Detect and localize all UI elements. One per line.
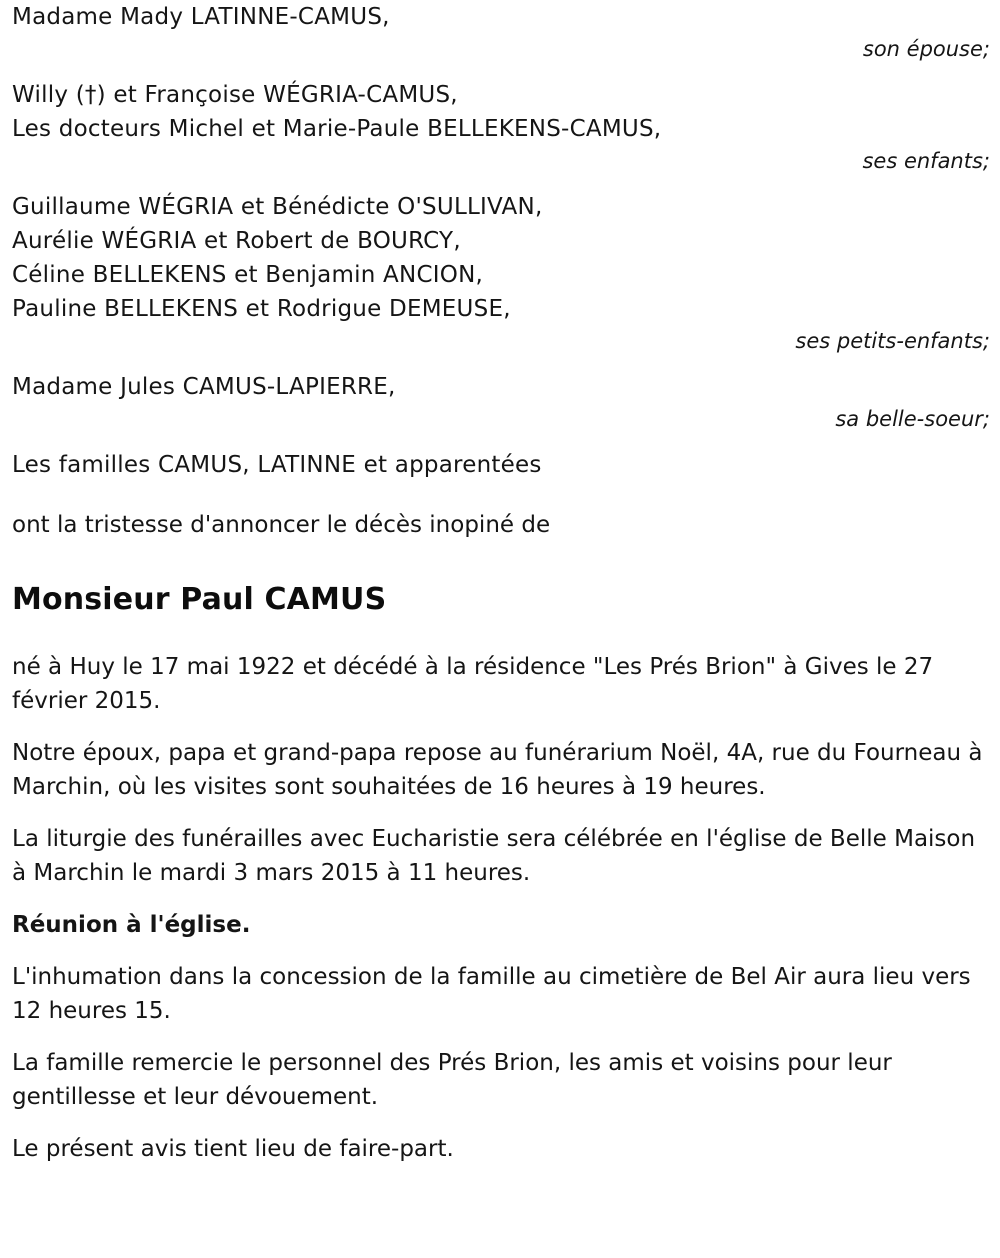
notice-paragraph-emphasis: Réunion à l'église.: [12, 912, 251, 938]
announcer-name-line: Willy (†) et Françoise WÉGRIA-CAMUS,: [12, 82, 458, 108]
announcer-name-line: Les docteurs Michel et Marie-Paule BELLEKENS-CAMUS,: [12, 116, 662, 142]
announcer-name-line: Madame Mady LATINNE-CAMUS,: [12, 4, 390, 30]
announcer-block: [12, 448, 990, 482]
block-spacer: [12, 434, 990, 448]
announcer-block: [12, 0, 990, 64]
announcer-block: [12, 370, 990, 434]
notice-paragraph: Notre époux, papa et grand-papa repose au funérarium Noël, 4A, rue du Fourneau à Marchin, où les visites sont souhaitées de 16 heures à 19 heures.: [12, 740, 983, 800]
announcer-name-line: Guillaume WÉGRIA et Bénédicte O'SULLIVAN,: [12, 194, 543, 220]
notice-paragraph: Le présent avis tient lieu de faire-part.: [12, 1136, 454, 1162]
block-spacer: [12, 356, 990, 370]
announcer-name-line: Aurélie WÉGRIA et Robert de BOURCY,: [12, 228, 461, 254]
announcer-name-line: Madame Jules CAMUS-LAPIERRE,: [12, 374, 396, 400]
announcer-name-line: Les familles CAMUS, LATINNE et apparentées: [12, 452, 542, 478]
announcer-block: [12, 190, 990, 356]
announcer-name-line: Céline BELLEKENS et Benjamin ANCION,: [12, 262, 484, 288]
relationship-label: son épouse;: [862, 37, 990, 61]
notice-paragraph: La famille remercie le personnel des Prés Brion, les amis et voisins pour leur gentillesse et leur dévouement.: [12, 1050, 892, 1110]
relationship-label: ses petits-enfants;: [795, 329, 990, 353]
announcer-list: [12, 0, 990, 482]
block-spacer: [12, 176, 990, 190]
notice-paragraph: La liturgie des funérailles avec Eucharistie sera célébrée en l'église de Belle Maison à Marchin le mardi 3 mars 2015 à 11 heures.: [12, 826, 976, 886]
block-spacer: [12, 64, 990, 78]
notice-body: [12, 650, 990, 1166]
announcer-block: [12, 78, 990, 176]
announcer-name-line: Pauline BELLEKENS et Rodrigue DEMEUSE,: [12, 296, 511, 322]
deceased-name-heading: Monsieur Paul CAMUS: [12, 582, 387, 617]
relationship-label: sa belle-soeur;: [835, 407, 990, 431]
announcement-intro: ont la tristesse d'annoncer le décès inopiné de: [12, 512, 551, 538]
relationship-label: ses enfants;: [862, 149, 990, 173]
notice-content: [12, 0, 990, 1166]
notice-paragraph: né à Huy le 17 mai 1922 et décédé à la résidence "Les Prés Brion" à Gives le 27 février 2015.: [12, 654, 934, 714]
notice-paragraph: L'inhumation dans la concession de la famille au cimetière de Bel Air aura lieu vers 12 heures 15.: [12, 964, 971, 1024]
